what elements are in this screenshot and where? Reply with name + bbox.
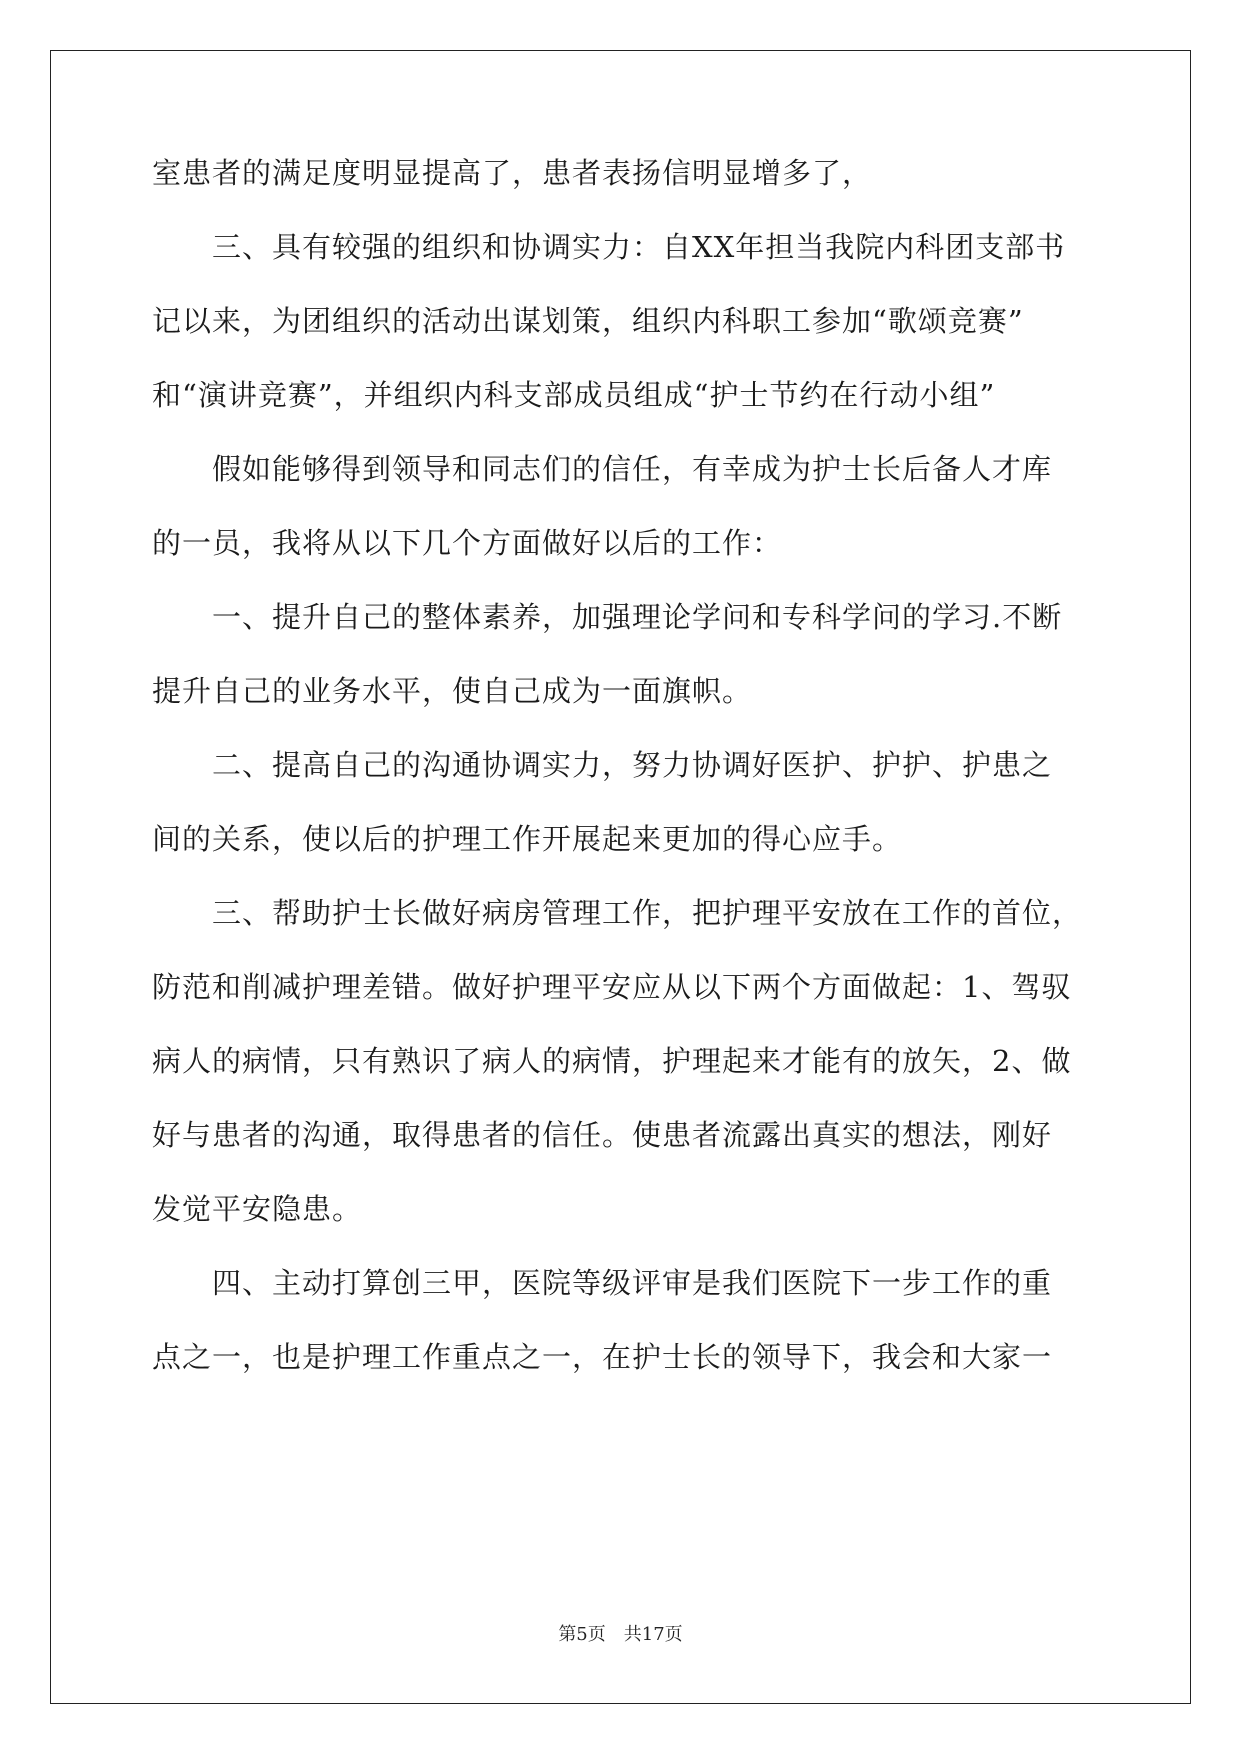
page-number: 第5页 共17页 bbox=[558, 1624, 683, 1645]
paragraph-first-line: 一、提升自己的整体素养，加强理论学问和专科学问的学习.不断 bbox=[212, 600, 1063, 634]
text-line: 的一员，我将从以下几个方面做好以后的工作： bbox=[152, 526, 783, 560]
text-line: 和“演讲竞赛”，并组织内科支部成员组成“护士节约在行动小组” bbox=[152, 378, 996, 412]
paragraph-first-line: 二、提高自己的沟通协调实力，努力协调好医护、护护、护患之 bbox=[212, 748, 1053, 782]
text-line: 室患者的满足度明显提高了，患者表扬信明显增多了， bbox=[152, 156, 873, 190]
text-line: 防范和削减护理差错。做好护理平安应从以下两个方面做起：1、驾驭 bbox=[152, 970, 1072, 1004]
text-line: 提升自己的业务水平，使自己成为一面旗帜。 bbox=[152, 674, 753, 708]
text-line: 记以来，为团组织的活动出谋划策，组织内科职工参加“歌颂竞赛” bbox=[152, 304, 1024, 338]
text-line: 间的关系，使以后的护理工作开展起来更加的得心应手。 bbox=[152, 822, 903, 856]
page-border bbox=[50, 50, 1191, 1704]
text-line: 发觉平安隐患。 bbox=[152, 1192, 363, 1226]
paragraph-first-line: 三、具有较强的组织和协调实力：自XX年担当我院内科团支部书 bbox=[212, 230, 1066, 264]
paragraph-first-line: 四、主动打算创三甲，医院等级评审是我们医院下一步工作的重 bbox=[212, 1266, 1053, 1300]
text-line: 病人的病情，只有熟识了病人的病情，护理起来才能有的放矢，2、做 bbox=[152, 1044, 1072, 1078]
paragraph-first-line: 三、帮助护士长做好病房管理工作，把护理平安放在工作的首位， bbox=[212, 896, 1083, 930]
paragraph-first-line: 假如能够得到领导和同志们的信任，有幸成为护士长后备人才库 bbox=[212, 452, 1053, 486]
text-line: 好与患者的沟通，取得患者的信任。使患者流露出真实的想法，刚好 bbox=[152, 1118, 1053, 1152]
text-line: 点之一，也是护理工作重点之一，在护士长的领导下，我会和大家一 bbox=[152, 1340, 1053, 1374]
